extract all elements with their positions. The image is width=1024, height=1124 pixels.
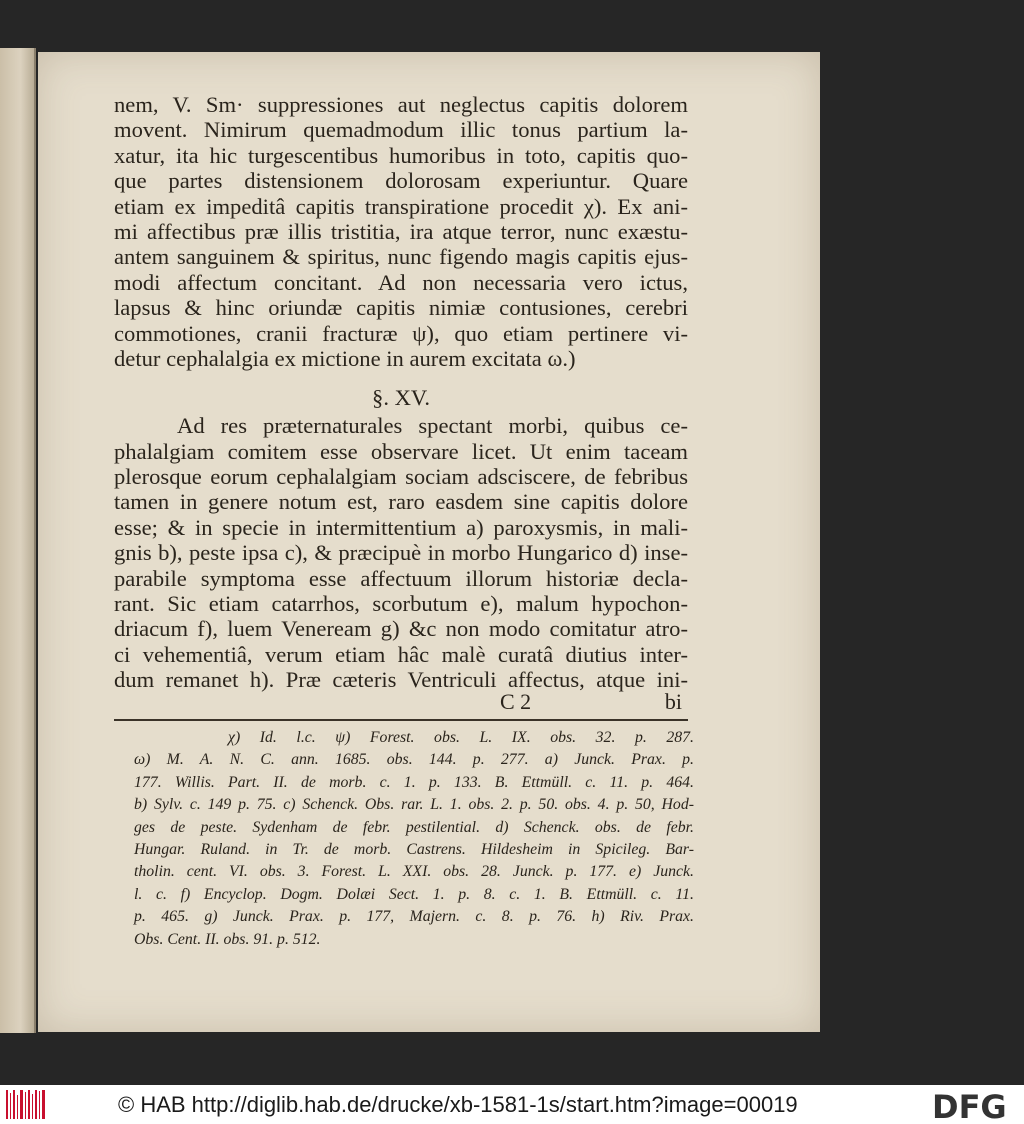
footnote-line: l. c. f) Encyclop. Dogm. Dolæi Sect. 1. p. 8. c. 1. B. Ettmüll. c. 11. bbox=[134, 885, 694, 903]
text-line: phalalgiam comitem esse observare licet. Ut enim taceam bbox=[114, 438, 688, 464]
text-line: xatur, ita hic turgescentibus humoribus in toto, capitis quo- bbox=[114, 142, 688, 168]
text-line: driacum f), luem Veneream g) &c non modo comitatur atro- bbox=[114, 616, 688, 642]
footnote-line: 177. Willis. Part. II. de morb. c. 1. p. 133. B. Ettmüll. c. 11. p. 464. bbox=[134, 773, 694, 791]
barcode-icon bbox=[6, 1090, 46, 1119]
signature-line bbox=[114, 689, 688, 715]
text-line: movent. Nimirum quemadmodum illic tonus partium la- bbox=[114, 117, 688, 143]
footnote-line: χ) Id. l.c. ψ) Forest. obs. L. IX. obs. 32. p. 287. bbox=[228, 729, 694, 746]
text-line: Ad res præternaturales spectant morbi, quibus ce- bbox=[177, 413, 688, 439]
signature-mark: C 2 bbox=[500, 689, 532, 714]
text-line: mi affectibus præ illis tristitia, ira atque terror, nunc exæstu- bbox=[114, 218, 688, 244]
text-line: parabile symptoma esse affectuum illorum historiæ decla- bbox=[114, 565, 688, 591]
copyright-url: © HAB http://diglib.hab.de/drucke/xb-1581-1s/start.htm?image=00019 bbox=[118, 1092, 798, 1117]
footnote-line: ges de peste. Sydenham de febr. pestilential. d) Schenck. obs. de febr. bbox=[134, 818, 694, 836]
previous-page-edge bbox=[0, 48, 36, 1033]
text-line: rant. Sic etiam catarrhos, scorbutum e), malum hypochon- bbox=[114, 591, 688, 617]
footnote-line: ω) M. A. N. C. ann. 1685. obs. 144. p. 277. a) Junck. Prax. p. bbox=[134, 751, 694, 769]
text-line: plerosque eorum cephalalgiam sociam adsciscere, de febribus bbox=[114, 464, 688, 490]
text-line: que partes distensionem dolorosam experiuntur. Quare bbox=[114, 168, 688, 194]
svg-text:DFG: DFG bbox=[932, 1089, 1007, 1121]
text-line: detur cephalalgia ex mictione in aurem excitata ω.) bbox=[114, 345, 576, 371]
text-line: nem, V. Sm· suppressiones aut neglectus capitis dolorem bbox=[114, 92, 688, 117]
footnote-line: Hungar. Ruland. in Tr. de morb. Castrens. Hildesheim in Spicileg. Bar- bbox=[134, 840, 694, 858]
text-line: lapsus & hinc oriundæ capitis nimiæ contusiones, cerebri bbox=[114, 295, 688, 321]
footer-bar bbox=[0, 1085, 1024, 1124]
text-line: antem sanguinem & spiritus, nunc figendo magis capitis ejus- bbox=[114, 244, 688, 270]
footnotes-block bbox=[134, 727, 694, 951]
text-line: commotiones, cranii fracturæ ψ), quo etiam pertinere vi- bbox=[114, 320, 688, 346]
text-line: dum remanet h). Præ cæteris Ventriculi affectus, atque ini- bbox=[114, 667, 688, 693]
text-line: gnis b), peste ipsa c), & præcipuè in morbo Hungarico d) inse- bbox=[114, 540, 688, 566]
text-line: ci vehementiâ, verum etiam hâc malè curatâ diutius inter- bbox=[114, 641, 688, 667]
section-heading: §. XV. bbox=[372, 385, 430, 411]
main-text-block bbox=[114, 92, 688, 693]
footnote-rule bbox=[114, 719, 688, 721]
text-line: esse; & in specie in intermittentium a) paroxysmis, in mali- bbox=[114, 514, 688, 540]
text-line: tamen in genere notum est, raro easdem sine capitis dolore bbox=[114, 489, 688, 515]
footnote-line: tholin. cent. VI. obs. 3. Forest. L. XXI. obs. 28. Junck. p. 177. e) Junck. bbox=[134, 863, 694, 881]
footnote-line: p. 465. g) Junck. Prax. p. 177, Majern. c. 8. p. 76. h) Riv. Prax. bbox=[134, 908, 694, 926]
text-line: modi affectum concitant. Ad non necessaria vero ictus, bbox=[114, 269, 688, 295]
footnote-line: Obs. Cent. II. obs. 91. p. 512. bbox=[134, 930, 321, 948]
footnote-line: b) Sylv. c. 149 p. 75. c) Schenck. Obs. rar. L. 1. obs. 2. p. 50. obs. 4. p. 50, Hod- bbox=[134, 796, 694, 814]
dfg-logo bbox=[930, 1089, 1018, 1121]
catchword: bi bbox=[664, 689, 682, 714]
text-line: etiam ex impeditâ capitis transpiratione procedit χ). Ex ani- bbox=[114, 193, 688, 219]
book-page bbox=[38, 52, 820, 1032]
